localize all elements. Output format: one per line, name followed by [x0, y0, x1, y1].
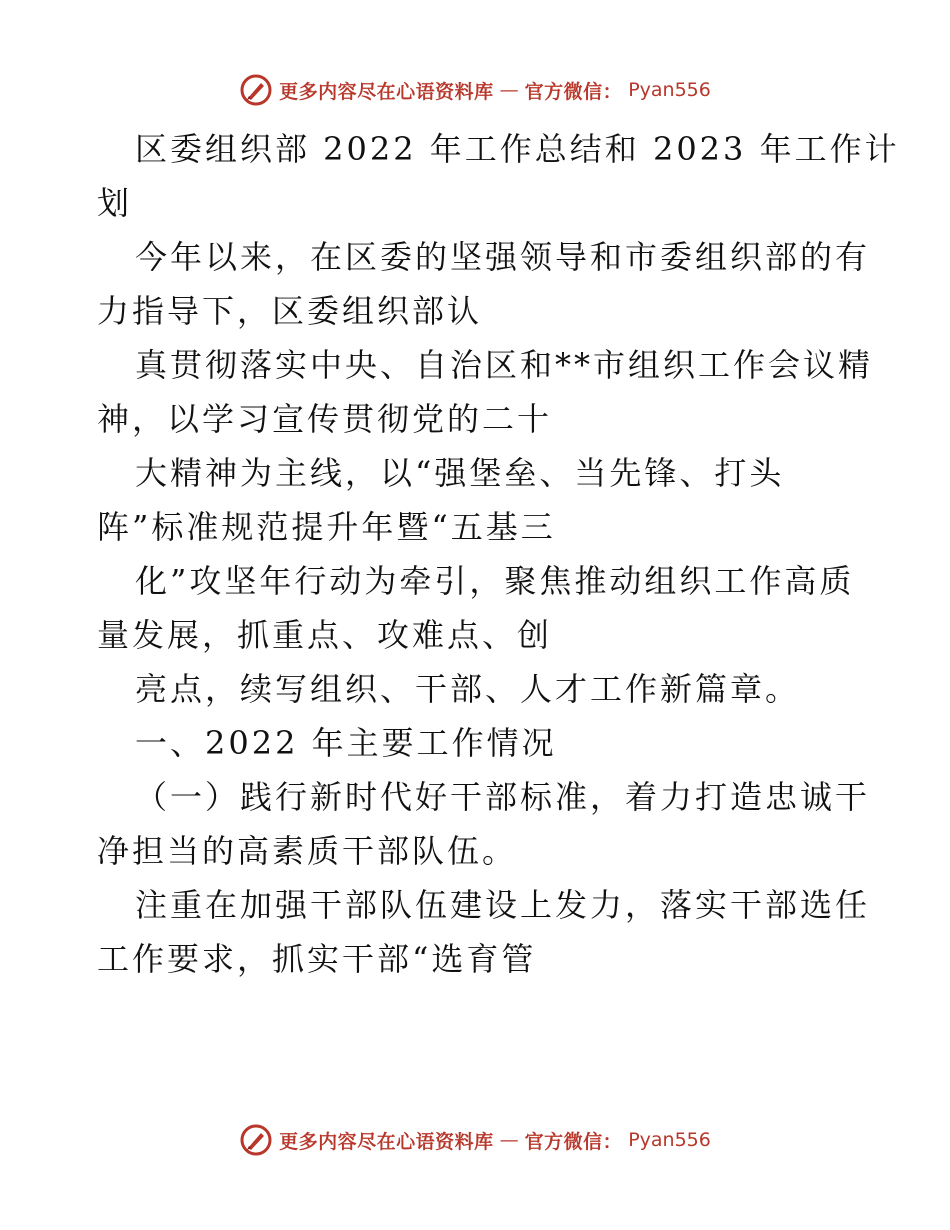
brand-site-text: 更多内容尽在心语资料库: [279, 80, 494, 103]
brand-separator: —: [499, 79, 519, 101]
document-body: [97, 122, 900, 986]
paragraph-line: 力指导下，区委组织部认: [97, 292, 483, 330]
brand-wechat-id: Pyan556: [628, 1129, 711, 1151]
subsection-heading-cont: 净担当的高素质干部队伍。: [97, 832, 518, 870]
paragraph-line: 工作要求，抓实干部“选育管: [97, 940, 537, 978]
header-watermark: [0, 70, 950, 110]
brand-site-text: 更多内容尽在心语资料库: [279, 1130, 494, 1153]
section-heading: 一、2022 年主要工作情况: [135, 724, 557, 762]
paragraph-line: 量发展，抓重点、攻难点、创: [97, 616, 553, 654]
subsection-heading: （一）践行新时代好干部标准，着力打造忠诚干: [135, 778, 871, 816]
pen-logo-icon: [239, 73, 273, 107]
paragraph-line: 真贯彻落实中央、自治区和**市组织工作会议精: [135, 346, 874, 384]
brand-wechat-label: 官方微信：: [524, 80, 623, 103]
paragraph-line: 注重在加强干部队伍建设上发力，落实干部选任: [135, 886, 871, 924]
brand-wechat-id: Pyan556: [628, 79, 711, 101]
paragraph-line: 今年以来，在区委的坚强领导和市委组织部的有: [135, 238, 871, 276]
brand-separator: —: [499, 1129, 519, 1151]
paragraph-line: 亮点，续写组织、干部、人才工作新篇章。: [135, 670, 801, 708]
document-title-cont: 划: [97, 184, 133, 222]
pen-logo-icon: [239, 1123, 273, 1157]
paragraph-line: 阵”标准规范提升年暨“五基三: [97, 508, 556, 546]
document-title: 区委组织部 2022 年工作总结和 2023 年工作计: [135, 130, 900, 168]
paragraph-line: 神，以学习宣传贯彻党的二十: [97, 400, 553, 438]
paragraph-line: 大精神为主线，以“强堡垒、当先锋、打头: [135, 454, 785, 492]
footer-watermark: [0, 1120, 950, 1160]
paragraph-line: 化”攻坚年行动为牵引，聚焦推动组织工作高质: [135, 562, 855, 600]
brand-wechat-label: 官方微信：: [524, 1130, 623, 1153]
